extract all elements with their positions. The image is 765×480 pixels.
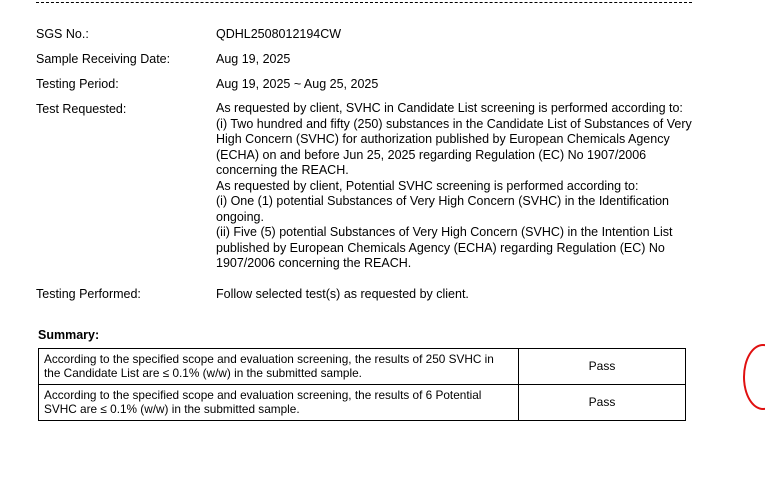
field-value-test-requested: [216, 101, 692, 272]
report-fields: [36, 26, 692, 302]
summary-result-2: Pass: [519, 385, 686, 421]
field-label-testing-performed: Testing Performed:: [36, 286, 141, 301]
field-label-testing-period: Testing Period:: [36, 77, 119, 91]
field-row-test-requested: [36, 101, 692, 272]
red-annotation-arc: [743, 344, 765, 410]
summary-description-1: According to the specified scope and evaluation screening, the results of 250 SVHC in the Candidate List are ≤ 0.1% (w/w) in the submitted sample.: [39, 349, 519, 385]
field-label-sgs-no: SGS No.:: [36, 27, 89, 41]
test-requested-paragraph-5: (ii) Five (5) potential Substances of Very High Concern (SVHC) in the Intention List published by European Chemicals Agency (ECHA) regarding Regulation (EC) No 1907/2006 concerning the REACH.: [216, 225, 673, 270]
summary-heading: Summary:: [38, 328, 100, 342]
field-value-testing-period: Aug 19, 2025 ~ Aug 25, 2025: [216, 77, 379, 91]
summary-description-2: According to the specified scope and evaluation screening, the results of 6 Potential SVHC are ≤ 0.1% (w/w) in the submitted sample.: [39, 385, 519, 421]
field-row-testing-period: [36, 76, 692, 92]
field-label-test-requested: Test Requested:: [36, 102, 127, 116]
field-value-sgs-no: QDHL2508012194CW: [216, 27, 342, 41]
table-row: [39, 349, 686, 385]
test-requested-paragraph-2: (i) Two hundred and fifty (250) substances in the Candidate List of Substances of Very High Concern (SVHC) for authorization published by European Chemicals Agency (ECHA) on and before Jun 25, 2025 regarding Regulation (EC) No 1907/2006 concerning the REACH.: [216, 116, 692, 177]
summary-result-1: Pass: [519, 349, 686, 385]
field-row-sgs-no: [36, 26, 692, 42]
dashed-divider: [36, 2, 692, 4]
table-row: [39, 385, 686, 421]
field-row-sample-receiving-date: [36, 51, 692, 67]
test-requested-paragraph-4: (i) One (1) potential Substances of Very High Concern (SVHC) in the Identification ongoing.: [216, 194, 669, 224]
field-label-sample-receiving-date: Sample Receiving Date:: [36, 52, 171, 66]
summary-table: [38, 348, 686, 421]
field-value-testing-performed: Follow selected test(s) as requested by client.: [216, 286, 469, 301]
field-value-sample-receiving-date: Aug 19, 2025: [216, 52, 291, 66]
field-row-testing-performed: [36, 286, 692, 302]
test-requested-paragraph-1: As requested by client, SVHC in Candidate List screening is performed according to:: [216, 101, 683, 115]
test-requested-paragraph-3: As requested by client, Potential SVHC screening is performed according to:: [216, 178, 639, 193]
